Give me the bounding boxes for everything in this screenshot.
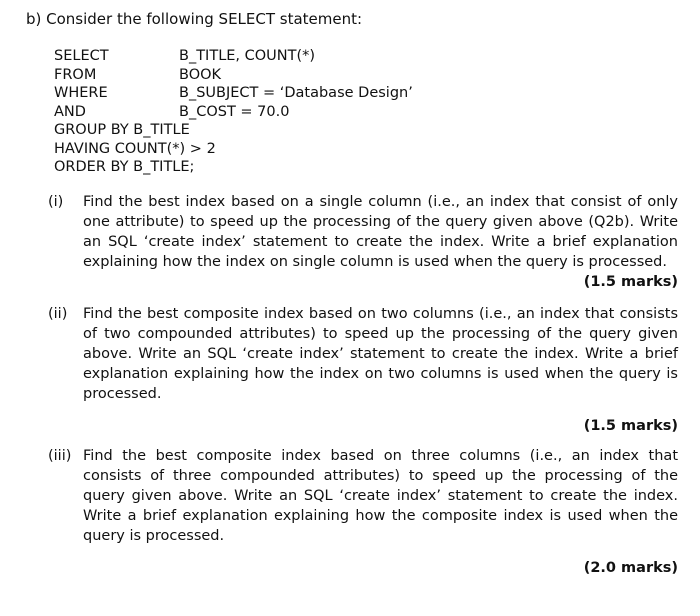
sql-statement xyxy=(54,47,413,177)
sql-order-by: ORDER BY B_TITLE; xyxy=(54,159,195,175)
sql-and-row xyxy=(54,103,413,122)
question-number: (iii) xyxy=(48,448,72,464)
sql-having: HAVING COUNT(*) > 2 xyxy=(54,140,216,157)
question-i xyxy=(48,192,678,292)
question-marks: (1.5 marks) xyxy=(583,418,678,434)
question-text: Find the best composite index based on three columns (i.e., an index that consists of three compounded attributes) to speed up the processing of the query given above. Write an SQL ‘create index’ statement to create the index. Write a brief explanation explaining how the composite index is used when the query is processed. xyxy=(83,448,678,544)
question-ii xyxy=(48,304,678,436)
sql-select-row xyxy=(54,47,413,66)
sql-keyword: FROM xyxy=(54,66,97,83)
sql-argument: BOOK xyxy=(179,66,222,83)
question-number: (ii) xyxy=(48,306,68,322)
section-heading: b) Consider the following SELECT statement: xyxy=(26,10,363,28)
sql-keyword: AND xyxy=(54,103,86,120)
sql-argument: B_TITLE, COUNT(*) xyxy=(179,48,316,64)
sql-where-row xyxy=(54,84,413,103)
question-text: Find the best composite index based on two columns (i.e., an index that consists of two compounded attributes) to speed up the processing of the query given above. Write an SQL ‘create index’ statement to create the index. Write a brief explanation explaining how the index on two columns is used when the query is processed. xyxy=(83,306,678,402)
question-marks: (1.5 marks) xyxy=(583,274,678,290)
question-text: Find the best index based on a single column (i.e., an index that consist of only one attribute) to speed up the processing of the query given above (Q2b). Write an SQL ‘create index’ statement to create the index. Write a brief explanation explaining how the index on single column is used when the query is processed. xyxy=(83,194,678,270)
question-marks: (2.0 marks) xyxy=(583,560,678,576)
sql-from-row xyxy=(54,66,413,85)
sql-group-by: GROUP BY B_TITLE xyxy=(54,122,190,138)
question-number: (i) xyxy=(48,194,64,210)
sql-argument: B_COST = 70.0 xyxy=(179,103,290,120)
sql-argument: B_SUBJECT = ‘Database Design’ xyxy=(179,85,413,101)
sql-keyword: WHERE xyxy=(54,85,108,101)
question-iii xyxy=(48,446,678,578)
sql-keyword: SELECT xyxy=(54,48,109,64)
